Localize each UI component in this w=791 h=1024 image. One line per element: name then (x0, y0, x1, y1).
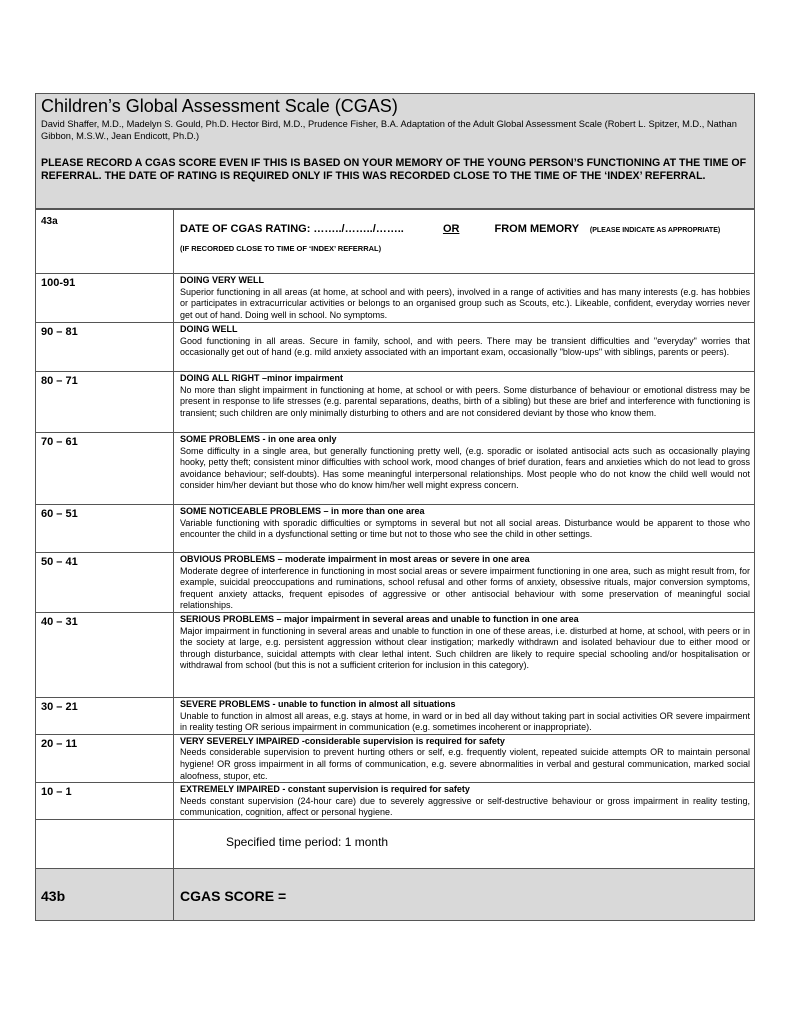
cgas-form (35, 93, 755, 921)
scale-description (174, 505, 755, 553)
score-range: 20 – 11 (36, 734, 174, 782)
level-heading: DOING ALL RIGHT –minor impairment (180, 373, 344, 383)
scale-row (36, 372, 755, 433)
scale-description (174, 553, 755, 613)
rating-date-cell[interactable] (174, 210, 755, 274)
level-text: Needs constant supervision (24-hour care) due to severely aggressive or self-destructive behaviour or gross impairment in reality testing, communication, cognition, affect or personal hygiene. (180, 795, 750, 818)
scale-row (36, 553, 755, 613)
scale-table (35, 209, 755, 921)
form-header (35, 93, 755, 209)
authors-line: David Shaffer, M.D., Madelyn S. Gould, Ph.D. Hector Bird, M.D., Prudence Fisher, B.A. Adaptation of the Adult Global Assessment Scale (Robert L. Spitzer, M.D., Nathan Gibbon, M.S.W., Jean Endicott, Ph.D.) (41, 119, 737, 141)
level-text: Major impairment in functioning in several areas and unable to function in one of these areas, i.e. disturbed at home, at school, with peers or in the society at large, e.g. persistent aggression without clear instigation; markedly withdrawn and isolated behaviour due to either mood or through disturbance, suicidal attempts with clear lethal intent. Such children are likely to require special schooling and/or hospitalisation or withdrawal from school (but this is not a sufficient criterion for inclusion in this category). (180, 625, 750, 671)
scale-row (36, 433, 755, 505)
score-range: 40 – 31 (36, 613, 174, 698)
time-period-cell (174, 819, 755, 868)
level-heading: DOING WELL (180, 324, 238, 334)
level-text: Good functioning in all areas. Secure in family, school, and with peers. There may be transient difficulties and "everyday" worries that occasionally get out of hand (e.g. mild anxiety associated with an important exam, occasionally "blow-ups" with siblings, parents or peers). (180, 335, 750, 358)
scale-description (174, 613, 755, 698)
scale-description (174, 734, 755, 782)
scale-row (36, 783, 755, 820)
level-heading: DOING VERY WELL (180, 275, 265, 285)
page-title: Children’s Global Assessment Scale (CGAS) (41, 96, 398, 116)
level-text: Some difficulty in a single area, but generally functioning pretty well, (e.g. sporadic or isolated antisocial acts such as occasionally playing hooky, petty theft; consistent minor difficulties with school work, mood changes of brief duration, fears and anxieties which do not lead to gross avoidance behaviour; self-doubts). Has some meaningful interpersonal relationships. Most people who do not know the child well would not consider him/her deviant but those who do know him/her well might express concern. (180, 445, 750, 491)
level-heading: SERIOUS PROBLEMS – major impairment in several areas and unable to function in one area (180, 614, 579, 624)
score-range: 50 – 41 (36, 553, 174, 613)
score-range: 100-91 (36, 274, 174, 323)
scale-description (174, 372, 755, 433)
level-text: Needs considerable supervision to prevent hurting others or self, e.g. frequently violent, repeated suicide attempts OR to maintain personal hygiene! OR gross impairment in all forms of communication, e.g. severe abnormalities in verbal and gestural communication, marked social aloofness, stupor, etc. (180, 747, 750, 781)
score-range: 70 – 61 (36, 433, 174, 505)
score-range: 60 – 51 (36, 505, 174, 553)
scale-row (36, 613, 755, 698)
level-text: Moderate degree of interference in functioning in most social areas or severe impairment functioning in one area, such as might result from, for example, suicidal preoccupations and ruminations, school refusal and other forms of anxiety, obsessive rituals, major conversion symptoms, frequent anxiety attacks, frequent episodes of aggressive or other antisocial behaviour with some preservation of meaningful social relationships. (180, 565, 750, 611)
or-label: OR (442, 223, 460, 235)
scale-row (36, 698, 755, 735)
scale-row (36, 734, 755, 782)
item-code: 43a (36, 210, 174, 274)
level-heading: VERY SEVERELY IMPAIRED -considerable supervision is required for safety (180, 735, 505, 746)
date-of-rating-label[interactable]: DATE OF CGAS RATING: ……../……../…….. (180, 223, 404, 235)
score-range: 30 – 21 (36, 698, 174, 735)
empty-cell (36, 819, 174, 868)
rating-date-row (36, 210, 755, 274)
level-heading: EXTREMELY IMPAIRED - constant supervision is required for safety (180, 784, 470, 795)
scale-row (36, 323, 755, 372)
score-range: 10 – 1 (36, 783, 174, 820)
time-period-text: Specified time period: 1 month (226, 834, 389, 849)
scale-row (36, 274, 755, 323)
score-range: 80 – 71 (36, 372, 174, 433)
from-memory-label[interactable]: FROM MEMORY (494, 223, 579, 235)
level-heading: SOME NOTICEABLE PROBLEMS – in more than one area (180, 506, 425, 516)
scale-description (174, 323, 755, 372)
level-text: Variable functioning with sporadic difficulties or symptoms in several but not all social areas. Disturbance would be apparent to those who encounter the child in a dysfunctional setting or time but not to those who see the child in other settings. (180, 517, 750, 540)
indicate-note: (PLEASE INDICATE AS APPROPRIATE) (589, 227, 721, 234)
scale-description (174, 698, 755, 735)
rating-date-line (180, 224, 750, 237)
score-row (36, 868, 755, 920)
level-text: No more than slight impairment in functioning at home, at school or with peers. Some disturbance of behaviour or emotional distress may be present in response to life stresses (e.g. parental separations, deaths, birth of a sibling) but these are brief and interference with functioning is transient; such children are only minimally disturbing to others and are not considered deviant by those who know them. (180, 384, 750, 418)
score-code: 43b (36, 868, 174, 920)
cgas-score-field[interactable]: CGAS SCORE = (174, 868, 755, 920)
level-text: Superior functioning in all areas (at home, at school and with peers), involved in a range of activities and has many interests (e.g. has hobbies or participates in extracurricular activities or belongs to an organised group such as Scouts, etc.). Likeable, confident, everyday worries never get out of hand. Doing well in school. No symptoms. (180, 286, 750, 320)
scale-description (174, 783, 755, 820)
recorded-note: (IF RECORDED CLOSE TO TIME OF ‘INDEX’ REFERRAL) (180, 243, 382, 253)
level-heading: SOME PROBLEMS - in one area only (180, 434, 337, 444)
score-range: 90 – 81 (36, 323, 174, 372)
level-heading: SEVERE PROBLEMS - unable to function in almost all situations (180, 699, 456, 709)
scale-description (174, 274, 755, 323)
scale-description (174, 433, 755, 505)
level-text: Unable to function in almost all areas, e.g. stays at home, in ward or in bed all day without taking part in social activities OR severe impairment in reality testing OR serious impairment in communication (e.g. sometimes incoherent or inappropriate). (180, 710, 750, 733)
instruction-notice: PLEASE RECORD A CGAS SCORE EVEN IF THIS IS BASED ON YOUR MEMORY OF THE YOUNG PERSON’S FUNCTIONING AT THE TIME OF REFERRAL. THE DATE OF RATING IS REQUIRED ONLY IF THIS WAS RECORDED CLOSE TO THE TIME OF THE ‘INDEX’ REFERRAL. (41, 157, 747, 182)
scale-row (36, 505, 755, 553)
time-period-row (36, 819, 755, 868)
level-heading: OBVIOUS PROBLEMS – moderate impairment in most areas or severe in one area (180, 554, 530, 564)
